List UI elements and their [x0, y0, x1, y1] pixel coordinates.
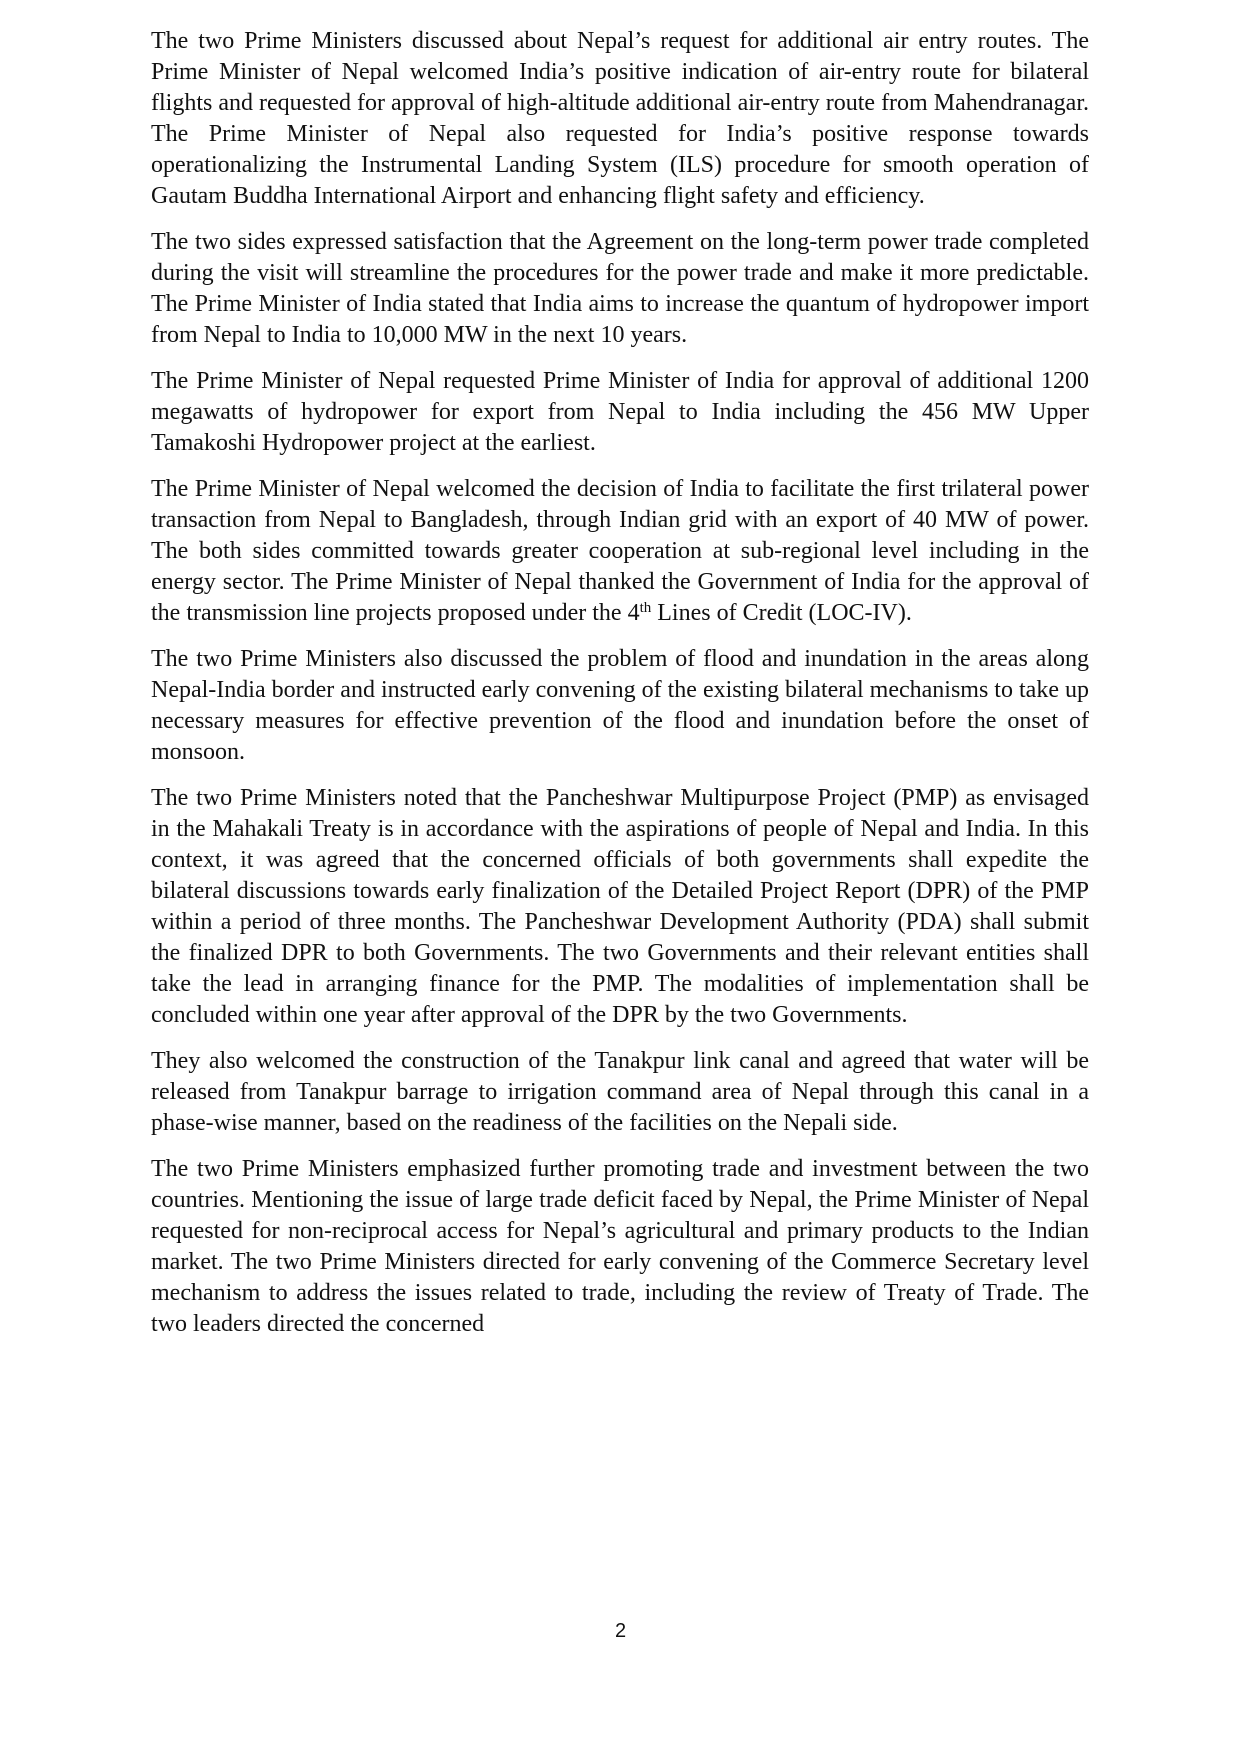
paragraph-trilateral-power [151, 474, 1089, 629]
paragraph-flood-inundation: The two Prime Ministers also discussed the problem of flood and inundation in the areas along Nepal-India border and instructed early convening of the existing bilateral mechanisms to take up necessary measures for effective prevention of the flood and inundation before the onset of monsoon. [151, 646, 1089, 765]
ordinal-superscript: th [639, 600, 652, 616]
paragraph-hydropower-export: The Prime Minister of Nepal requested Prime Minister of India for approval of additional 1200 megawatts of hydropower for export from Nepal to India including the 456 MW Upper Tamakoshi Hydropower project at the earliest. [151, 368, 1089, 456]
paragraph-trade-investment: The two Prime Ministers emphasized further promoting trade and investment between the two countries. Mentioning the issue of large trade deficit faced by Nepal, the Prime Minister of Nepal requested for non-reciprocal access for Nepal’s agricultural and primary products to the Indian market. The two Prime Ministers directed for early convening of the Commerce Secretary level mechanism to address the issues related to trade, including the review of Treaty of Trade. The two leaders directed the concerned [151, 1156, 1089, 1337]
paragraph-pancheshwar-project: The two Prime Ministers noted that the Pancheshwar Multipurpose Project (PMP) as envisaged in the Mahakali Treaty is in accordance with the aspirations of people of Nepal and India. In this context, it was agreed that the concerned officials of both governments shall expedite the bilateral discussions towards early finalization of the Detailed Project Report (DPR) of the PMP within a period of three months. The Pancheshwar Development Authority (PDA) shall submit the finalized DPR to both Governments. The two Governments and their relevant entities shall take the lead in arranging finance for the PMP. The modalities of implementation shall be concluded within one year after approval of the DPR by the two Governments. [151, 785, 1089, 1028]
paragraph-air-entry-routes: The two Prime Ministers discussed about Nepal’s request for additional air entry routes. The Prime Minister of Nepal welcomed India’s positive indication of air-entry route for bilateral flights and requested for approval of high-altitude additional air-entry route from Mahendranagar. The Prime Minister of Nepal also requested for India’s positive response towards operationalizing the Instrumental Landing System (ILS) procedure for smooth operation of Gautam Buddha International Airport and enhancing flight safety and efficiency. [151, 28, 1089, 209]
paragraph-trilateral-text-end: Lines of Credit (LOC-IV). [651, 600, 912, 626]
paragraph-tanakpur-canal: They also welcomed the construction of the Tanakpur link canal and agreed that water will be released from Tanakpur barrage to irrigation command area of Nepal through this canal in a phase-wise manner, based on the readiness of the facilities on the Nepali side. [151, 1048, 1089, 1136]
paragraph-trilateral-text-start: The Prime Minister of Nepal welcomed the decision of India to facilitate the first trilateral power transaction from Nepal to Bangladesh, through Indian grid with an export of 40 MW of power. The both sides committed towards greater cooperation at sub-regional level including in the energy sector. The Prime Minister of Nepal thanked the Government of India for the approval of the transmission line projects proposed under the 4 [151, 476, 1089, 626]
paragraph-power-trade-agreement: The two sides expressed satisfaction that the Agreement on the long-term power trade completed during the visit will streamline the procedures for the power trade and make it more predictable. The Prime Minister of India stated that India aims to increase the quantum of hydropower import from Nepal to India to 10,000 MW in the next 10 years. [151, 229, 1089, 348]
document-body [151, 26, 1089, 1340]
page-number: 2 [614, 1620, 627, 1642]
